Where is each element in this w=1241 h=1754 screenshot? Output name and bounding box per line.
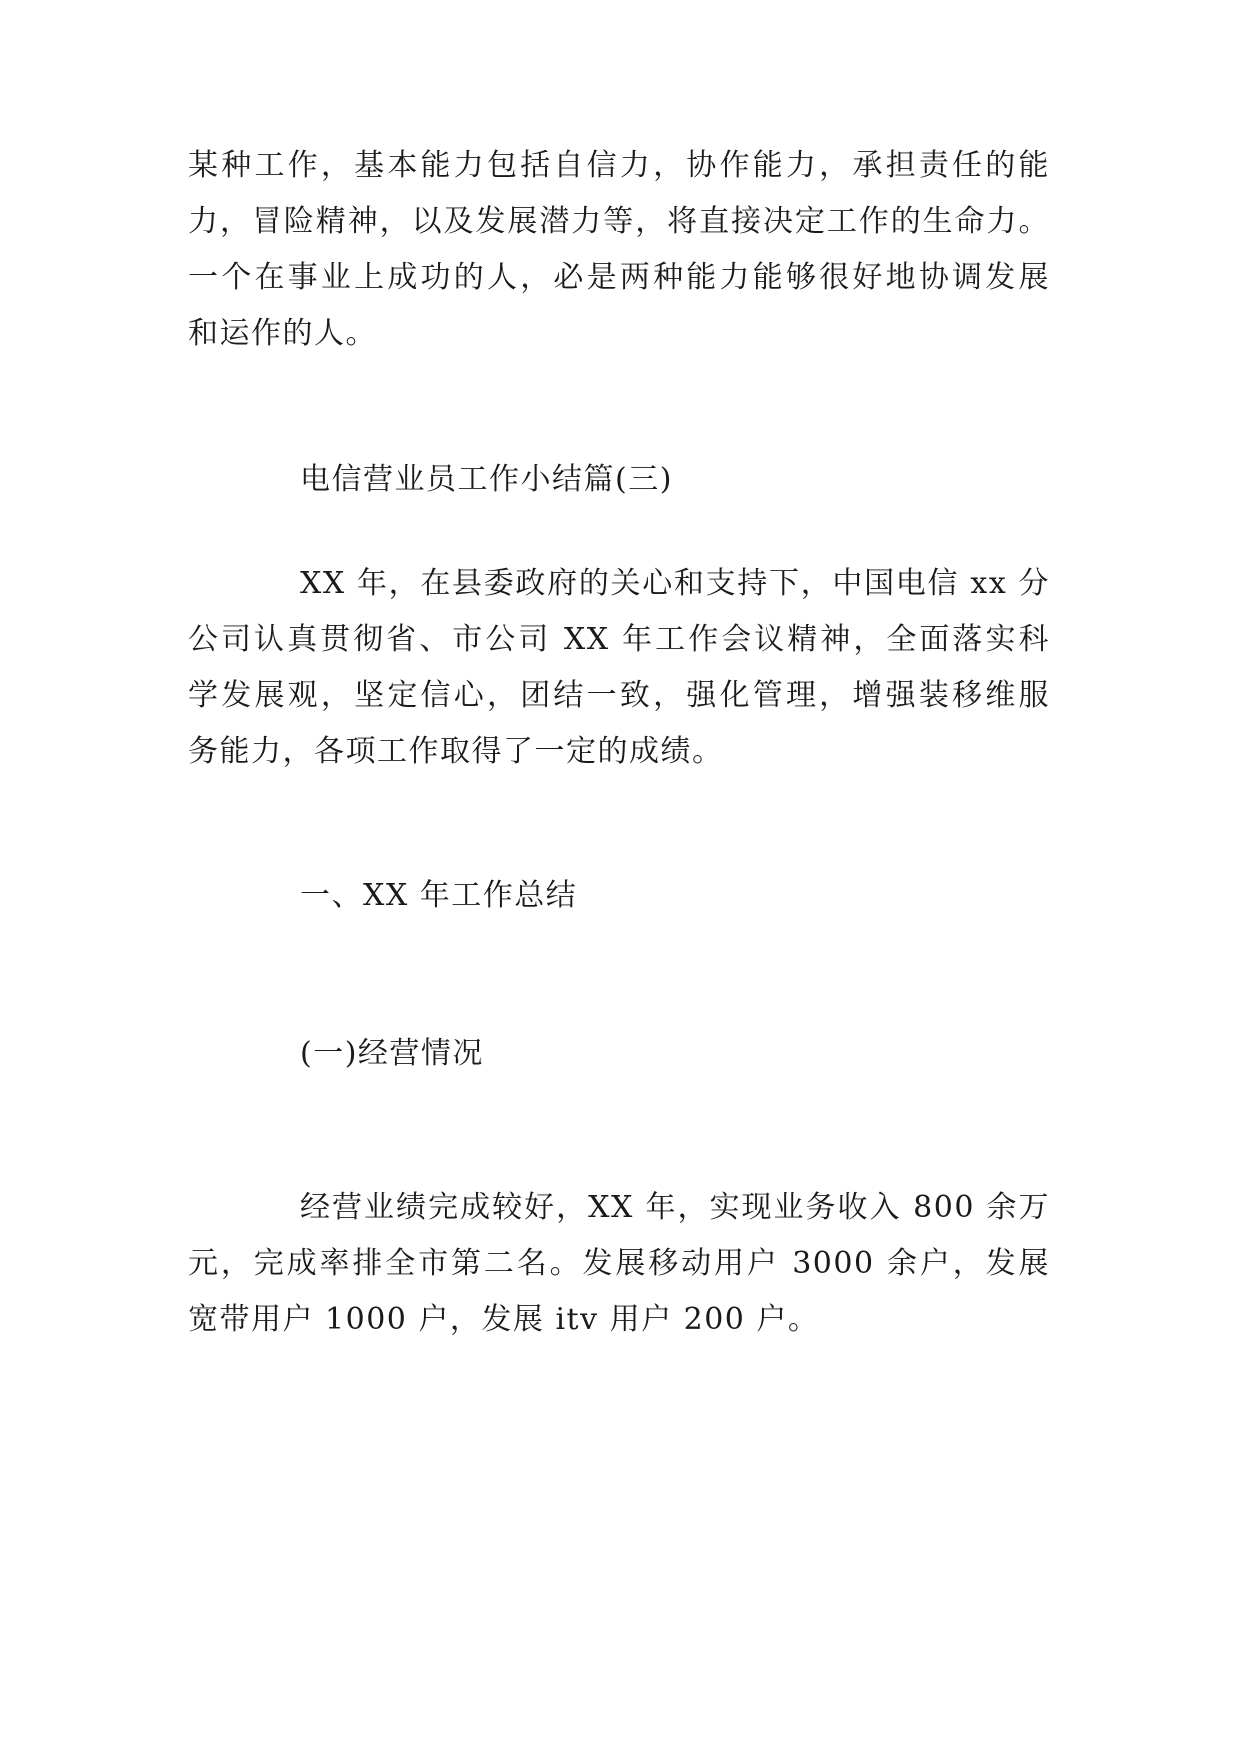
heading-operations-text: (一)经营情况	[300, 1036, 484, 1071]
paragraph-abilities	[188, 138, 1050, 362]
paragraph-performance	[188, 1180, 1050, 1348]
paragraph-line: 经营业绩完成较好，XX 年，实现业务收入 800 余万	[300, 1190, 1050, 1225]
heading-summary	[188, 868, 1050, 924]
paragraph-line: 一个在事业上成功的人，必是两种能力能够很好地协调发展	[188, 260, 1050, 295]
paragraph-line: XX 年，在县委政府的关心和支持下，中国电信 xx 分	[300, 566, 1050, 601]
paragraph-line: 务能力，各项工作取得了一定的成绩。	[188, 734, 724, 769]
paragraph-line: 力，冒险精神，以及发展潜力等，将直接决定工作的生命力。	[188, 204, 1050, 239]
heading-summary-text: 一、XX 年工作总结	[300, 878, 578, 913]
paragraph-line: 学发展观，坚定信心，团结一致，强化管理，增强装移维服	[188, 678, 1050, 713]
section-title	[188, 452, 1050, 508]
paragraph-line: 和运作的人。	[188, 316, 377, 351]
paragraph-line: 某种工作，基本能力包括自信力，协作能力，承担责任的能	[188, 148, 1050, 183]
heading-operations	[188, 1026, 1050, 1082]
paragraph-line: 公司认真贯彻省、市公司 XX 年工作会议精神，全面落实科	[188, 622, 1050, 657]
paragraph-line: 元，完成率排全市第二名。发展移动用户 3000 余户，发展	[188, 1246, 1050, 1281]
paragraph-intro	[188, 556, 1050, 780]
section-title-text: 电信营业员工作小结篇(三)	[300, 462, 673, 497]
paragraph-line: 宽带用户 1000 户，发展 itv 用户 200 户。	[188, 1302, 820, 1337]
